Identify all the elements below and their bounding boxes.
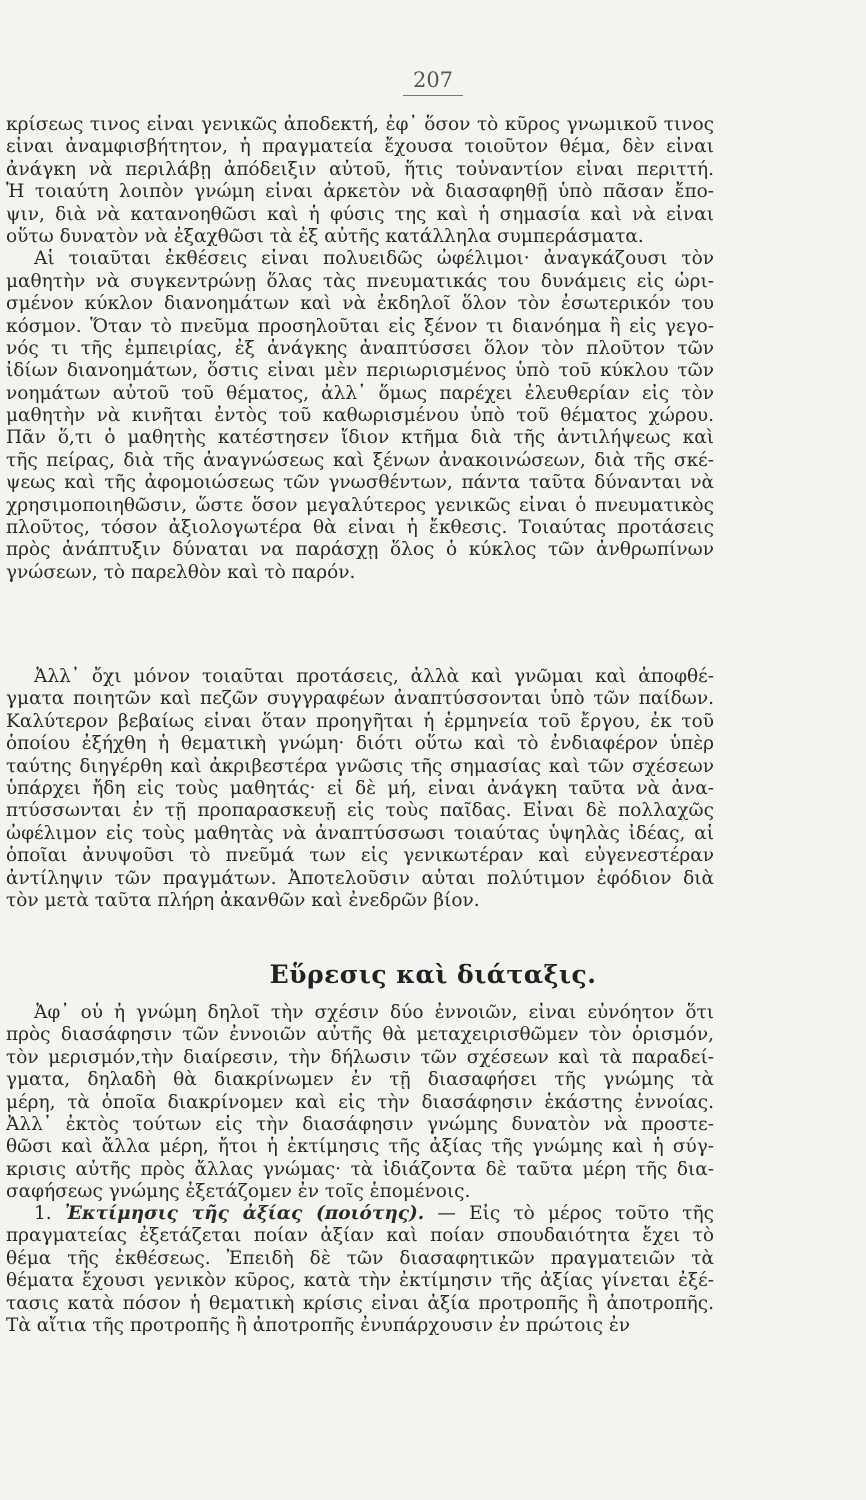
text-line: Ἀφ᾽ οὗ ἡ γνώμη δηλοῖ τὴν σχέσιν δύο ἐννοιῶν, εἶναι εὐνόητον ὅτι <box>34 1002 714 1023</box>
text-line: μαθητὴν νὰ κινῆται ἐντὸς τοῦ καθωρισμένου ὑπὸ τοῦ θέματος χώρου. <box>6 405 714 427</box>
text-line: Καλύτερον βεβαίως εἶναι ὅταν προηγῆται ἡ ἑρμηνεία τοῦ ἔργου, ἐκ τοῦ <box>6 710 714 732</box>
subsection-title: Ἐκτίμησις τῆς ἀξίας (ποιότης). <box>64 1203 425 1224</box>
text-line: Πᾶν ὅ,τι ὁ μαθητὴς κατέστησεν ἴδιον κτῆμα διὰ τῆς ἀντιλήψεως καὶ <box>6 427 714 449</box>
text-line: ἰδίων διανοημάτων, ὅστις εἶναι μὲν περιωρισμένος ὑπὸ τοῦ κύκλου τῶν <box>6 360 714 382</box>
text-line: ὑπάρχει ἤδη εἰς τοὺς μαθητάς· εἰ δὲ μή, εἶναι ἀνάγκη ταῦτα νὰ ἀνα- <box>6 777 714 799</box>
text-line: χρησιμοποιηθῶσιν, ὥστε ὅσον μεγαλύτερος γενικῶς εἶναι ὁ πνευματικὸς <box>6 494 714 516</box>
text-line: Αἱ τοιαῦται ἐκθέσεις εἶναι πολυειδῶς ὠφέλιμοι· ἀναγκάζουσι τὸν <box>34 248 714 270</box>
text-line: μέρη, τὰ ὁποῖα διακρίνομεν καὶ εἰς τὴν διασάφησιν ἑκάστης ἐννοίας. <box>6 1091 714 1113</box>
text-line: τὸν μερισμόν,τὴν διαίρεσιν, τὴν δήλωσιν τῶν σχέσεων καὶ τὰ παραδεί- <box>6 1046 714 1068</box>
page-number: 207 <box>0 68 866 92</box>
text-line: ψεως καὶ τῆς ἀφομοιώσεως τῶν γνωσθέντων, πάντα ταῦτα δύνανται νὰ <box>6 472 714 494</box>
subsection-body <box>6 1225 714 1337</box>
text-line: σμένον κύκλον διανοημάτων καὶ νὰ ἐκδηλοῖ ὅλον τὸν ἐσωτερικόν του <box>6 293 714 315</box>
text-line: ἀντίληψιν τῶν πραγμάτων. Ἀποτελοῦσιν αὗται πολύτιμον ἐφόδιον διὰ <box>6 867 714 889</box>
text-line: πλοῦτος, τόσον ἀξιολογωτέρα θὰ εἶναι ἡ ἔκθεσις. Τοιαύτας προτάσεις <box>6 517 714 539</box>
text-line: Τὰ αἴτια τῆς προτροπῆς ἢ ἀποτροπῆς ἐνυπάρχουσιν ἐν πρώτοις ἐν <box>6 1314 631 1336</box>
text-line: ὁποίου ἐξήχθη ἡ θεματικὴ γνώμη· διότι οὕτω καὶ τὸ ἐνδιαφέρον ὑπὲρ <box>6 733 714 755</box>
text-line: νοημάτων αὐτοῦ τοῦ θέματος, ἀλλ᾽ ὅμως παρέχει ἐλευθερίαν εἰς τὸν <box>6 382 714 404</box>
text-line: γνώσεων, τὸ παρελθὸν καὶ τὸ παρόν. <box>6 561 356 583</box>
text-line: ἀνάγκη νὰ περιλάβῃ ἀπόδειξιν αὐτοῦ, ἥτις τοὐναντίον εἶναι περιττή. <box>6 158 714 180</box>
subsection-first-line-rest: — Εἰς τὸ μέρος τοῦτο τῆς <box>424 1203 714 1224</box>
text-line: μαθητὴν νὰ συγκεντρώνῃ ὅλας τὰς πνευματικάς του δυνάμεις εἰς ὡρι- <box>6 270 714 292</box>
text-line: Ἀλλ᾽ ὄχι μόνον τοιαῦται προτάσεις, ἀλλὰ καὶ γνῶμαι καὶ ἀποφθέ- <box>34 666 714 687</box>
text-line: πρὸς διασάφησιν τῶν ἐννοιῶν αὐτῆς θὰ μεταχειρισθῶμεν τὸν ὁρισμόν, <box>6 1024 714 1046</box>
text-line: θῶσι καὶ ἄλλα μέρη, ἤτοι ἡ ἐκτίμησις τῆς ἀξίας τῆς γνώμης καὶ ἡ σύγ- <box>6 1136 714 1158</box>
subsection-1 <box>6 1203 714 1337</box>
text-line: γματα ποιητῶν καὶ πεζῶν συγγραφέων ἀναπτύσσονται ὑπὸ τῶν παίδων. <box>6 688 714 710</box>
paragraph-section-2 <box>6 666 714 912</box>
text-line: τὸν μετὰ ταῦτα πλήρη ἀκανθῶν καὶ ἐνεδρῶν βίον. <box>6 889 480 911</box>
text-line: πρὸς ἀνάπτυξιν δύναται να παράσχῃ ὅλος ὁ κύκλος τῶν ἀνθρωπίνων <box>6 539 714 561</box>
text-line: οὕτω δυνατὸν νὰ ἐξαχθῶσι τὰ ἐξ αὐτῆς κατάλληλα συμπεράσματα. <box>6 225 644 247</box>
text-line: κρισις αὐτῆς πρὸς ἄλλας γνώμας· τὰ ἰδιάζοντα δὲ ταῦτα μέρη τῆς δια- <box>6 1158 714 1180</box>
text-line: πραγματείας ἐξετάζεται ποίαν ἀξίαν καὶ ποίαν σπουδαιότητα ἔχει τὸ <box>6 1225 714 1247</box>
text-line: κόσμον. Ὅταν τὸ πνεῦμα προσηλοῦται εἰς ξένον τι διανόημα ἢ εἰς γεγο- <box>6 315 714 337</box>
subsection-number: 1. <box>34 1203 52 1224</box>
text-line: κρίσεως τινος εἶναι γενικῶς ἀποδεκτή, ἐφ᾽ ὅσον τὸ κῦρος γνωμικοῦ τινος <box>6 114 714 135</box>
subsection-heading-line <box>6 1203 714 1225</box>
text-line: σαφήσεως γνώμης ἐξετάζομεν ἐν τοῖς ἑπομένοις. <box>6 1181 471 1203</box>
text-line: θέματα ἔχουσι γενικὸν κῦρος, κατὰ τὴν ἐκτίμησιν τῆς ἀξίας γίνεται ἐξέ- <box>6 1270 714 1292</box>
text-line: γματα, δηλαδὴ θὰ διακρίνωμεν ἐν τῇ διασαφήσει τῆς γνώμης τὰ <box>6 1069 714 1091</box>
text-line: νός τι τῆς ἐμπειρίας, ἐξ ἀνάγκης ἀναπτύσσει ὅλον τὸν πλοῦτον τῶν <box>6 337 714 359</box>
text-line: ψιν, διὰ νὰ κατανοηθῶσι καὶ ἡ φύσις της καὶ ἡ σημασία καὶ νὰ εἶναι <box>6 203 714 225</box>
text-line: ὁποῖαι ἀνυψοῦσι τὸ πνεῦμά των εἰς γενικωτέραν καὶ εὐγενεστέραν <box>6 845 714 867</box>
text-line: θέμα τῆς ἐκθέσεως. Ἐπειδὴ δὲ τῶν διασαφητικῶν πραγματειῶν τὰ <box>6 1247 714 1269</box>
text-line: Ἀλλ᾽ ἐκτὸς τούτων εἰς τὴν διασάφησιν γνώμης δυνατὸν νὰ προστε- <box>6 1113 714 1135</box>
paragraph-section-1 <box>6 114 714 584</box>
text-line: ὠφέλιμον εἰς τοὺς μαθητὰς νὰ ἀναπτύσσωσι τοιαύτας ὑψηλὰς ἰδέας, αἱ <box>6 822 714 844</box>
paragraph-section-3 <box>6 1002 714 1204</box>
text-line: τῆς πείρας, διὰ τῆς ἀναγνώσεως καὶ ξένων ἀνακοινώσεων, διὰ τῆς σκέ- <box>6 449 714 471</box>
text-line: εἶναι ἀναμφισβήτητον, ἡ πραγματεία ἔχουσα τοιοῦτον θέμα, δὲν εἶναι <box>6 136 714 158</box>
text-line: πτύσσωνται ἐν τῇ προπαρασκευῇ εἰς τοὺς παῖδας. Εἶναι δὲ πολλαχῶς <box>6 800 714 822</box>
text-line: ταύτης διηγέρθη καὶ ἀκριβεστέρα γνῶσις τῆς σημασίας καὶ τῶν σχέσεων <box>6 755 714 777</box>
section-heading: Εὕρεσις καὶ διάταξις. <box>269 960 597 989</box>
text-line: Ἡ τοιαύτη λοιπὸν γνώμη εἶναι ἀρκετὸν νὰ διασαφηθῇ ὑπὸ πᾶσαν ἔπο- <box>6 181 714 203</box>
text-line: τασις κατὰ πόσον ἡ θεματικὴ κρίσις εἶναι ἀξία προτροπῆς ἢ ἀποτροπῆς. <box>6 1292 714 1314</box>
